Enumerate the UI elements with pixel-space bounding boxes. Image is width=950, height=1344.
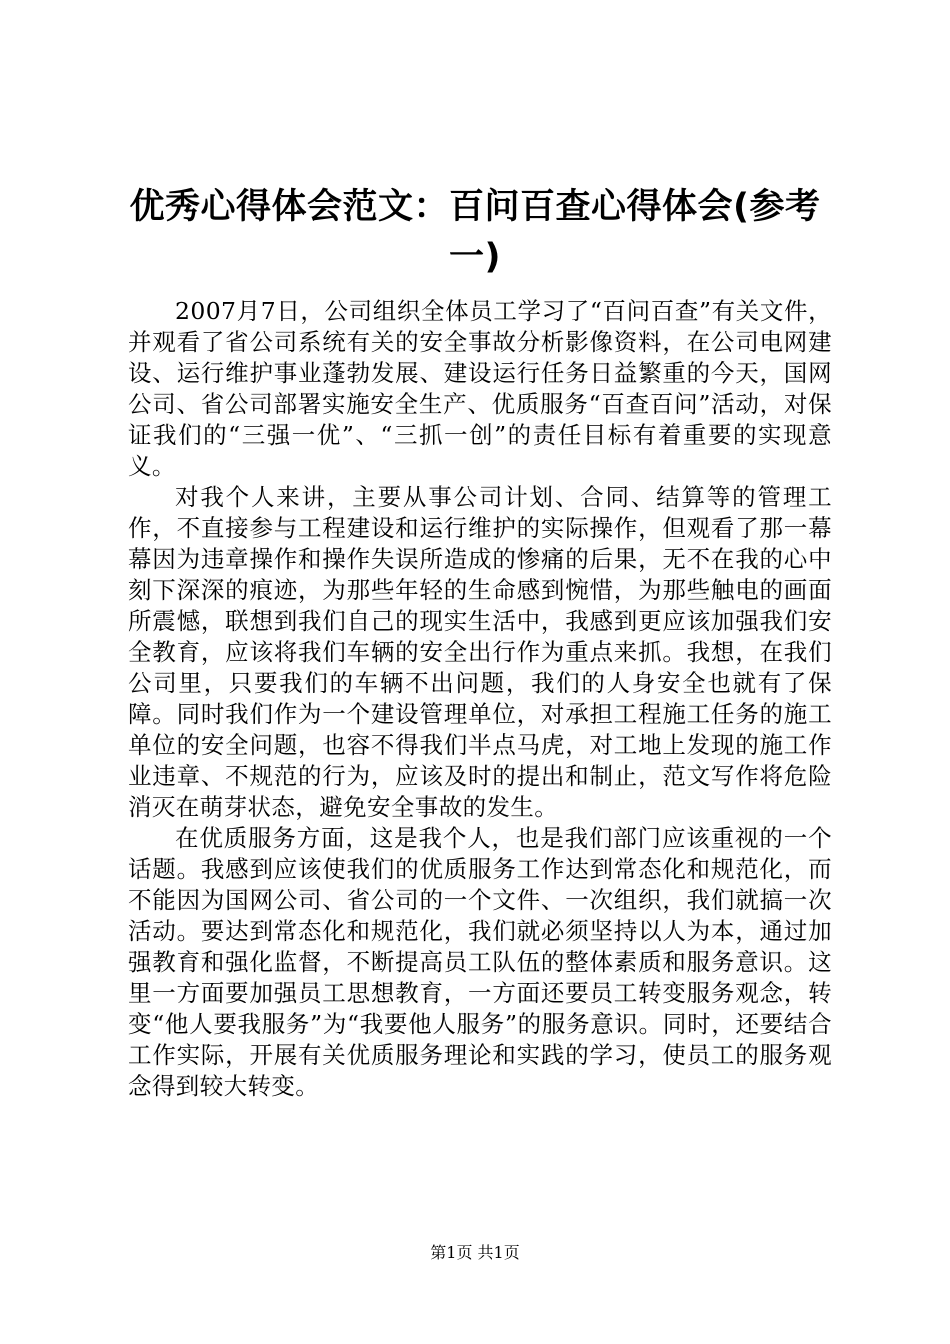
paragraph-2: 对我个人来讲，主要从事公司计划、合同、结算等的管理工作，不直接参与工程建设和运行维护的实际操作，但观看了那一幕幕因为违章操作和操作失误所造成的惨痛的后果，无不在我的心中刻下深深的痕迹，为那些年轻的生命感到惋惜，为那些触电的画面所震憾，联想到我们自己的现实生活中，我感到更应该加强我们安全教育，应该将我们车辆的安全出行作为重点来抓。我想，在我们公司里，只要我们的车辆不出问题，我们的人身安全也就有了保障。同时我们作为一个建设管理单位，对承担工程施工任务的施工单位的安全问题，也容不得我们半点马虎，对工地上发现的施工作业违章、不规范的行为，应该及时的提出和制止，范文写作将危险消灭在萌芽状态，避免安全事故的发生。 [128, 483, 832, 821]
paragraph-3: 在优质服务方面，这是我个人，也是我们部门应该重视的一个话题。我感到应该使我们的优质服务工作达到常态化和规范化，而不能因为国网公司、省公司的一个文件、一次组织，我们就搞一次活动。要达到常态化和规范化，我们就必须坚持以人为本，通过加强教育和强化监督，不断提高员工队伍的整体素质和服务意识。这里一方面要加强员工思想教育，一方面还要员工转变服务观念，转变“他人要我服务”为“我要他人服务”的服务意识。同时，还要结合工作实际，开展有关优质服务理论和实践的学习，使员工的服务观念得到较大转变。 [128, 824, 832, 1100]
document-title: 优秀心得体会范文：百问百查心得体会(参考一) [129, 187, 821, 277]
page-footer: 第1页 共1页 [430, 1243, 520, 1262]
paragraph-1: 2007月7日，公司组织全体员工学习了“百问百查”有关文件，并观看了省公司系统有关的安全事故分析影像资料，在公司电网建设、运行维护事业蓬勃发展、建设运行任务日益繁重的今天，国网公司、省公司部署实施安全生产、优质服务“百查百问”活动，对保证我们的“三强一优”、“三抓一创”的责任目标有着重要的实现意义。 [128, 297, 832, 480]
document-body [128, 296, 832, 1102]
